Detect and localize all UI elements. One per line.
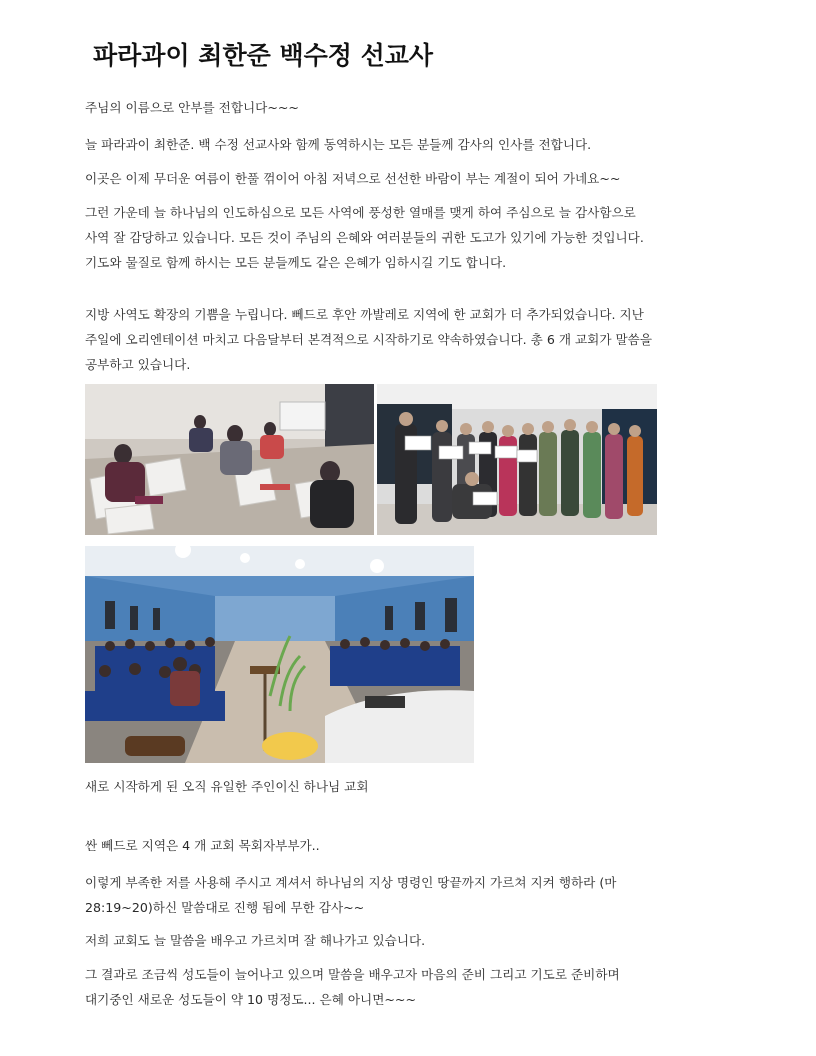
- text-line: 기도와 물질로 함께 하시는 모든 분들께도 같은 은혜가 임하시길 기도 합니다.: [85, 255, 507, 270]
- text-line: 주일에 오리엔테이션 마치고 다음달부터 본격적으로 시작하기로 약속하였습니다. 총 6 개 교회가 말씀을: [85, 332, 653, 347]
- text-line: 그 결과로 조금씩 성도들이 늘어나고 있으며 말씀을 배우고자 마음의 준비 그리고 기도로 준비하며: [85, 967, 620, 982]
- text-line: 지방 사역도 확장의 기쁨을 누립니다. 뻬드로 후안 까발레로 지역에 한 교회가 더 추가되었습니다. 지난: [85, 307, 644, 322]
- san-pedro-paragraph: 싼 뻬드로 지역은 4 개 교회 목회자부부가..: [85, 838, 320, 853]
- text-line: 그런 가운데 늘 하나님의 인도하심으로 모든 사역에 풍성한 열매를 맺게 하여 주심으로 늘 감사함으로: [85, 205, 636, 220]
- church-paragraph: 저희 교회도 늘 말씀을 배우고 가르치며 잘 해나가고 있습니다.: [85, 933, 426, 948]
- greeting-paragraph: 주님의 이름으로 안부를 전합니다~~~: [85, 100, 299, 115]
- thanks-paragraph: 늘 파라과이 최한준. 백 수정 선교사와 함께 동역하시는 모든 분들께 감사의 인사를 전합니다.: [85, 137, 592, 152]
- text-line: 공부하고 있습니다.: [85, 357, 191, 372]
- text-line: 28:19~20)하신 말씀대로 진행 됨에 무한 감사~~: [85, 900, 365, 915]
- season-paragraph: 이곳은 이제 무더운 여름이 한풀 꺾이어 아침 저녁으로 선선한 바람이 부는 계절이 되어 가네요~~: [85, 171, 621, 186]
- text-line: 이렇게 부족한 저를 사용해 주시고 계셔서 하나님의 지상 명령인 땅끝까지 가르쳐 지켜 행하라 (마: [85, 875, 617, 890]
- photo-caption: 새로 시작하게 된 오직 유일한 주인이신 하나님 교회: [85, 779, 369, 794]
- text-line: 사역 잘 감당하고 있습니다. 모든 것이 주님의 은혜와 여러분들의 귀한 도고가 있기에 가능한 것입니다.: [85, 230, 644, 245]
- certificate-group-photo: [377, 384, 657, 535]
- church-congregation-photo: [85, 546, 474, 763]
- page-title: 파라과이 최한준 백수정 선교사: [93, 41, 434, 70]
- bible-study-photo: [85, 384, 374, 535]
- text-line: 대기중인 새로운 성도들이 약 10 명정도... 은혜 아니면~~~: [85, 992, 417, 1007]
